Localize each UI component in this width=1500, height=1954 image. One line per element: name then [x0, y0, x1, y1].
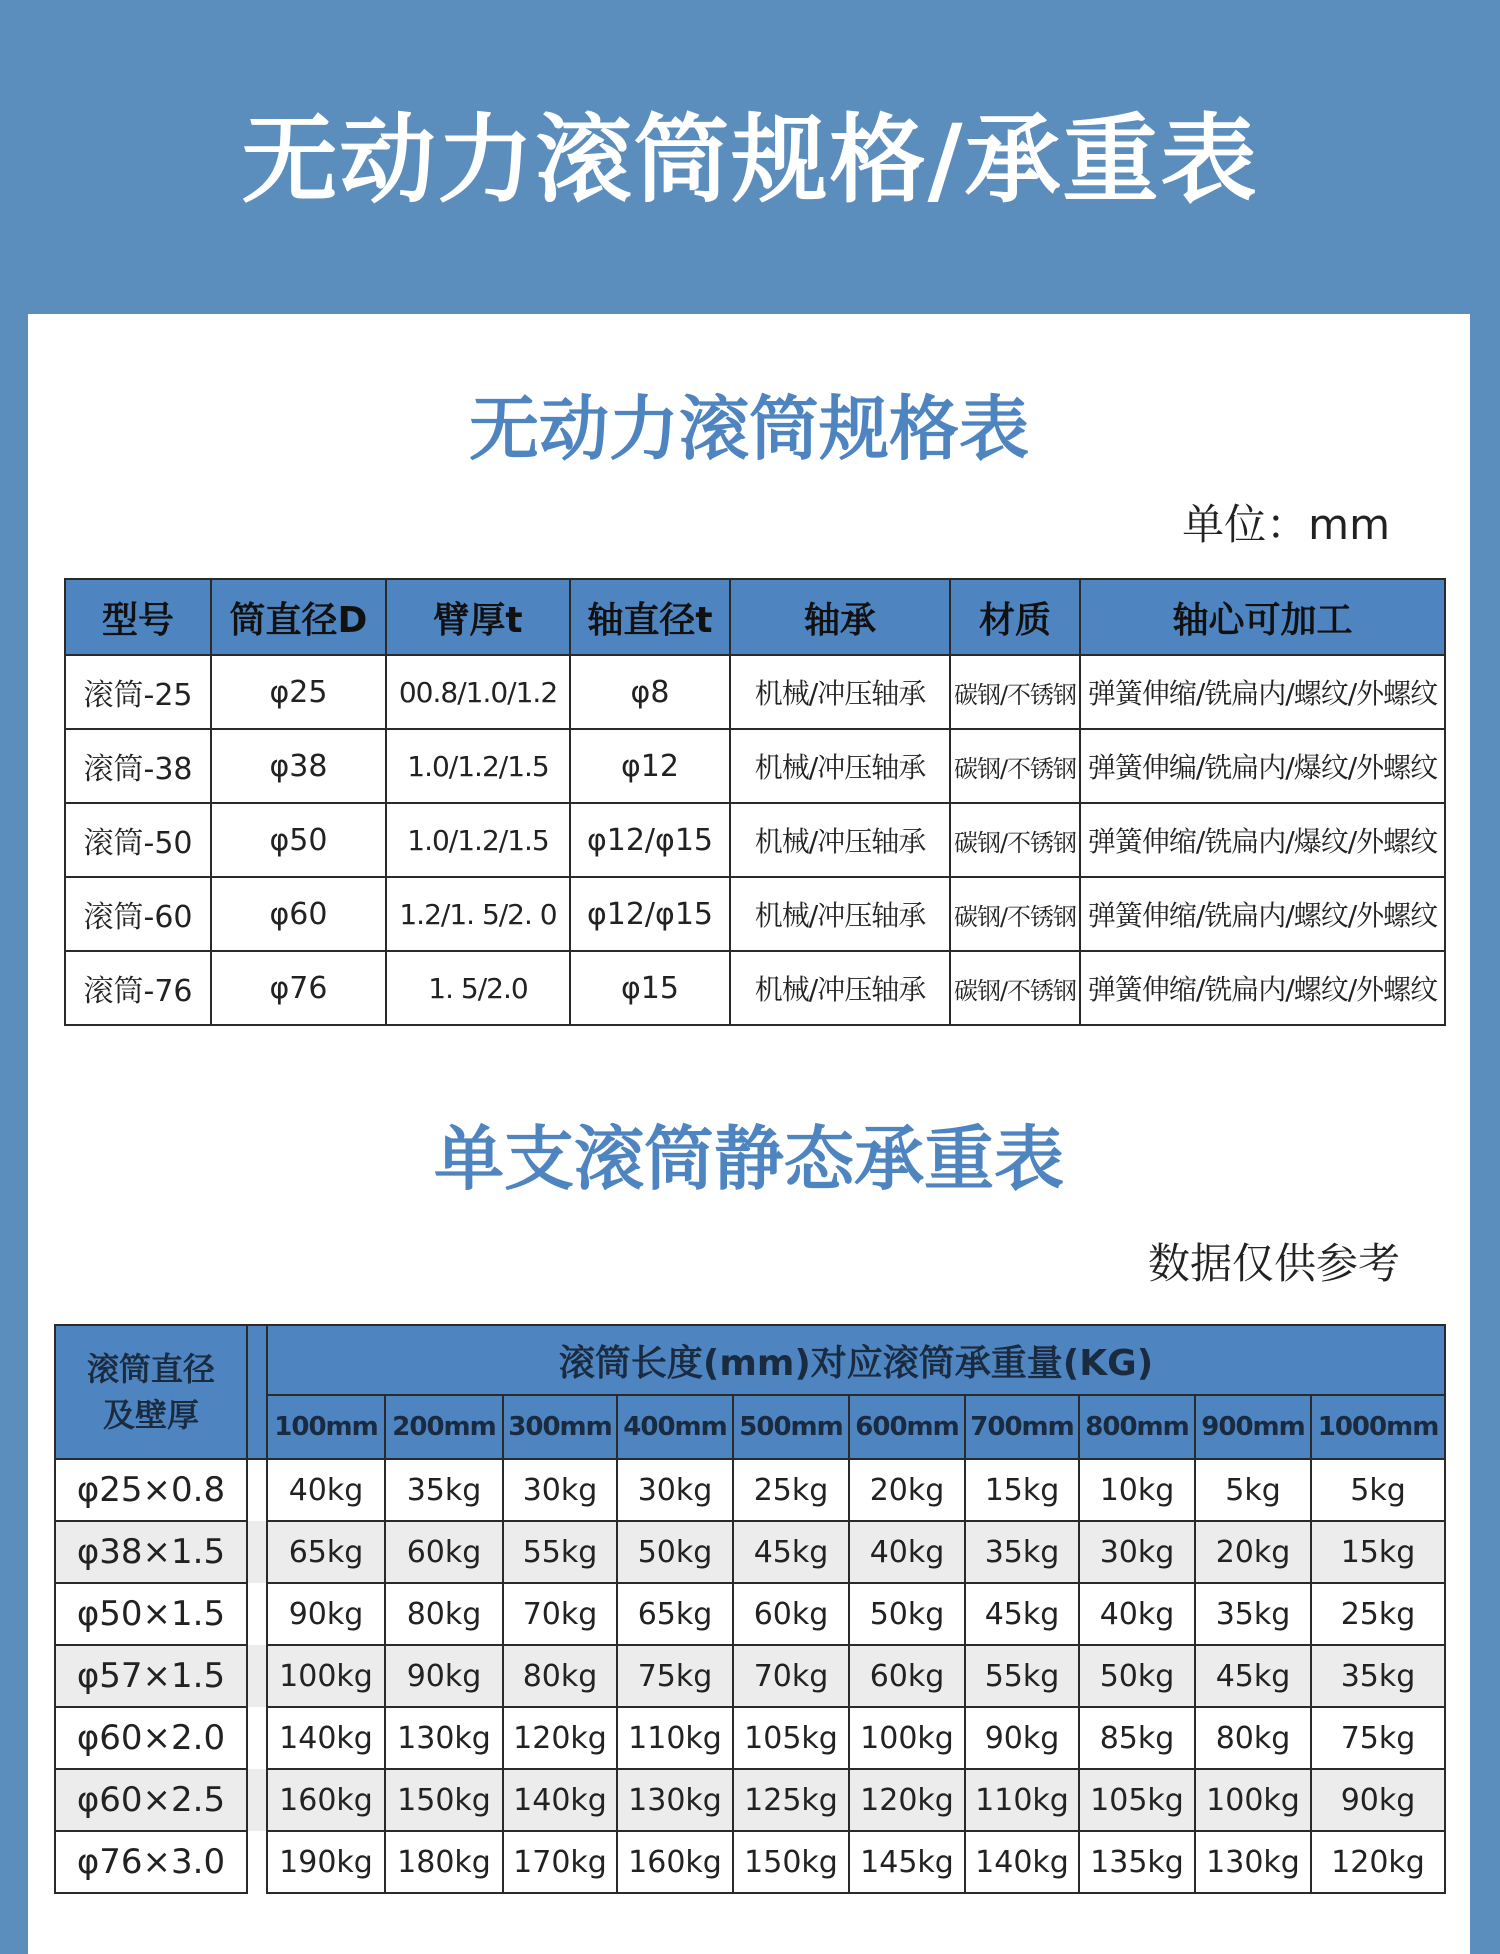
- load-cell: 100kg: [267, 1645, 385, 1707]
- load-row: [55, 1831, 1445, 1893]
- spec-cell: 滚筒-38: [65, 729, 211, 803]
- spec-row: [65, 877, 1445, 951]
- spec-cell: φ12: [570, 729, 730, 803]
- page-title: 无动力滚筒规格/承重表: [241, 104, 1259, 216]
- load-table: [54, 1324, 1446, 1894]
- load-cell: 75kg: [617, 1645, 733, 1707]
- length-header-cell: 500mm: [733, 1395, 849, 1459]
- load-cell: 140kg: [965, 1831, 1079, 1893]
- spec-cell: 机械/冲压轴承: [730, 803, 950, 877]
- load-cell: 130kg: [1195, 1831, 1311, 1893]
- spec-cell: 碳钢/不锈钢: [950, 803, 1080, 877]
- spec-header-cell: 筒直径D: [211, 579, 386, 655]
- spec-cell: 1.0/1.2/1.5: [386, 803, 570, 877]
- spec-cell: 弹簧伸缩/铣扁内/螺纹/外螺纹: [1080, 655, 1445, 729]
- load-cell: 70kg: [503, 1583, 617, 1645]
- diameter-header-line1: 滚筒直径: [86, 1350, 215, 1388]
- spec-cell: 00.8/1.0/1.2: [386, 655, 570, 729]
- load-cell: 140kg: [267, 1707, 385, 1769]
- spec-cell: 滚筒-50: [65, 803, 211, 877]
- load-cell: 135kg: [1079, 1831, 1195, 1893]
- load-cell: 15kg: [965, 1459, 1079, 1521]
- spec-cell: 机械/冲压轴承: [730, 877, 950, 951]
- spec-table-title: 无动力滚筒规格表: [469, 388, 1029, 470]
- column-separator: [247, 1583, 267, 1645]
- load-cell: 65kg: [617, 1583, 733, 1645]
- load-cell: 45kg: [965, 1583, 1079, 1645]
- load-cell: 120kg: [849, 1769, 965, 1831]
- column-separator: [247, 1459, 267, 1521]
- content-panel: [28, 314, 1470, 1954]
- load-cell: 25kg: [1311, 1583, 1445, 1645]
- load-cell: 35kg: [385, 1459, 503, 1521]
- load-cell: 80kg: [385, 1583, 503, 1645]
- load-header-row: [55, 1325, 1445, 1395]
- diameter-cell: φ50×1.5: [55, 1583, 247, 1645]
- load-cell: 150kg: [385, 1769, 503, 1831]
- length-header-cell: 300mm: [503, 1395, 617, 1459]
- load-cell: 50kg: [849, 1583, 965, 1645]
- load-cell: 45kg: [733, 1521, 849, 1583]
- spec-header-row: [65, 579, 1445, 655]
- spec-cell: 机械/冲压轴承: [730, 729, 950, 803]
- load-cell: 120kg: [503, 1707, 617, 1769]
- spec-cell: 1. 5/2.0: [386, 951, 570, 1025]
- load-cell: 50kg: [1079, 1645, 1195, 1707]
- load-cell: 90kg: [267, 1583, 385, 1645]
- spec-header-cell: 材质: [950, 579, 1080, 655]
- spec-cell: φ15: [570, 951, 730, 1025]
- load-row: [55, 1707, 1445, 1769]
- load-cell: 85kg: [1079, 1707, 1195, 1769]
- load-cell: 130kg: [385, 1707, 503, 1769]
- load-cell: 100kg: [1195, 1769, 1311, 1831]
- spec-cell: φ12/φ15: [570, 877, 730, 951]
- load-table-title: 单支滚筒静态承重表: [434, 1118, 1064, 1200]
- diameter-header-line2: 及壁厚: [102, 1396, 199, 1434]
- load-cell: 60kg: [849, 1645, 965, 1707]
- load-cell: 125kg: [733, 1769, 849, 1831]
- load-cell: 80kg: [1195, 1707, 1311, 1769]
- spec-cell: 碳钢/不锈钢: [950, 729, 1080, 803]
- load-cell: 40kg: [1079, 1583, 1195, 1645]
- spec-header-cell: 轴直径t: [570, 579, 730, 655]
- load-cell: 120kg: [1311, 1831, 1445, 1893]
- load-cell: 20kg: [1195, 1521, 1311, 1583]
- column-separator: [247, 1325, 267, 1459]
- load-cell: 30kg: [503, 1459, 617, 1521]
- load-cell: 80kg: [503, 1645, 617, 1707]
- spec-cell: 弹簧伸缩/铣扁内/螺纹/外螺纹: [1080, 951, 1445, 1025]
- spec-cell: 1.0/1.2/1.5: [386, 729, 570, 803]
- load-cell: 30kg: [617, 1459, 733, 1521]
- load-cell: 5kg: [1195, 1459, 1311, 1521]
- spec-cell: φ50: [211, 803, 386, 877]
- load-cell: 130kg: [617, 1769, 733, 1831]
- load-cell: 15kg: [1311, 1521, 1445, 1583]
- load-cell: 60kg: [385, 1521, 503, 1583]
- spec-cell: 机械/冲压轴承: [730, 951, 950, 1025]
- length-header-cell: 900mm: [1195, 1395, 1311, 1459]
- load-row: [55, 1521, 1445, 1583]
- load-cell: 160kg: [617, 1831, 733, 1893]
- load-cell: 180kg: [385, 1831, 503, 1893]
- spec-cell: 弹簧伸缩/铣扁内/爆纹/外螺纹: [1080, 803, 1445, 877]
- column-separator: [247, 1831, 267, 1893]
- spec-row: [65, 729, 1445, 803]
- length-header-cell: 600mm: [849, 1395, 965, 1459]
- length-header-cell: 100mm: [267, 1395, 385, 1459]
- load-cell: 35kg: [965, 1521, 1079, 1583]
- load-row: [55, 1459, 1445, 1521]
- length-header-cell: 400mm: [617, 1395, 733, 1459]
- load-cell: 140kg: [503, 1769, 617, 1831]
- load-cell: 190kg: [267, 1831, 385, 1893]
- length-header-cell: 200mm: [385, 1395, 503, 1459]
- spec-cell: φ38: [211, 729, 386, 803]
- load-cell: 170kg: [503, 1831, 617, 1893]
- spec-cell: 滚筒-76: [65, 951, 211, 1025]
- load-cell: 35kg: [1195, 1583, 1311, 1645]
- diameter-cell: φ60×2.5: [55, 1769, 247, 1831]
- load-row: [55, 1583, 1445, 1645]
- spec-row: [65, 803, 1445, 877]
- load-cell: 25kg: [733, 1459, 849, 1521]
- spec-cell: 碳钢/不锈钢: [950, 655, 1080, 729]
- diameter-cell: φ25×0.8: [55, 1459, 247, 1521]
- load-cell: 70kg: [733, 1645, 849, 1707]
- load-cell: 90kg: [1311, 1769, 1445, 1831]
- spec-row: [65, 655, 1445, 729]
- column-separator: [247, 1707, 267, 1769]
- spec-cell: 1.2/1. 5/2. 0: [386, 877, 570, 951]
- diameter-cell: φ76×3.0: [55, 1831, 247, 1893]
- spec-header-cell: 轴心可加工: [1080, 579, 1445, 655]
- column-separator: [247, 1645, 267, 1707]
- spec-cell: 机械/冲压轴承: [730, 655, 950, 729]
- load-cell: 160kg: [267, 1769, 385, 1831]
- load-cell: 40kg: [849, 1521, 965, 1583]
- load-cell: 40kg: [267, 1459, 385, 1521]
- load-row: [55, 1769, 1445, 1831]
- spec-cell: φ8: [570, 655, 730, 729]
- load-cell: 65kg: [267, 1521, 385, 1583]
- load-cell: 110kg: [617, 1707, 733, 1769]
- diameter-cell: φ38×1.5: [55, 1521, 247, 1583]
- load-cell: 55kg: [503, 1521, 617, 1583]
- spec-cell: 弹簧伸编/铣扁内/爆纹/外螺纹: [1080, 729, 1445, 803]
- load-cell: 110kg: [965, 1769, 1079, 1831]
- spec-header-cell: 轴承: [730, 579, 950, 655]
- load-cell: 30kg: [1079, 1521, 1195, 1583]
- length-header-cell: 800mm: [1079, 1395, 1195, 1459]
- load-cell: 45kg: [1195, 1645, 1311, 1707]
- length-header-cell: 700mm: [965, 1395, 1079, 1459]
- spec-cell: 碳钢/不锈钢: [950, 877, 1080, 951]
- load-cell: 60kg: [733, 1583, 849, 1645]
- load-cell: 75kg: [1311, 1707, 1445, 1769]
- load-cell: 90kg: [385, 1645, 503, 1707]
- load-cell: 105kg: [733, 1707, 849, 1769]
- load-cell: 150kg: [733, 1831, 849, 1893]
- diameter-header: [55, 1325, 247, 1459]
- spec-header-cell: 型号: [65, 579, 211, 655]
- spec-cell: φ12/φ15: [570, 803, 730, 877]
- load-cell: 35kg: [1311, 1645, 1445, 1707]
- load-cell: 10kg: [1079, 1459, 1195, 1521]
- load-row: [55, 1645, 1445, 1707]
- column-separator: [247, 1769, 267, 1831]
- spec-cell: φ25: [211, 655, 386, 729]
- reference-note: 数据仅供参考: [1147, 1239, 1400, 1288]
- spec-table: [64, 578, 1446, 1026]
- diameter-cell: φ60×2.0: [55, 1707, 247, 1769]
- spec-row: [65, 951, 1445, 1025]
- load-cell: 5kg: [1311, 1459, 1445, 1521]
- spec-cell: 滚筒-25: [65, 655, 211, 729]
- length-header-cell: 1000mm: [1311, 1395, 1445, 1459]
- spec-cell: 碳钢/不锈钢: [950, 951, 1080, 1025]
- load-cell: 105kg: [1079, 1769, 1195, 1831]
- spec-header-cell: 臂厚t: [386, 579, 570, 655]
- spec-cell: 滚筒-60: [65, 877, 211, 951]
- spec-cell: φ76: [211, 951, 386, 1025]
- spec-cell: φ60: [211, 877, 386, 951]
- unit-note: 单位：mm: [1182, 500, 1390, 549]
- load-cell: 50kg: [617, 1521, 733, 1583]
- load-cell: 145kg: [849, 1831, 965, 1893]
- load-cell: 55kg: [965, 1645, 1079, 1707]
- load-cell: 90kg: [965, 1707, 1079, 1769]
- load-cell: 20kg: [849, 1459, 965, 1521]
- column-separator: [247, 1521, 267, 1583]
- spec-cell: 弹簧伸缩/铣扁内/螺纹/外螺纹: [1080, 877, 1445, 951]
- load-cell: 100kg: [849, 1707, 965, 1769]
- diameter-cell: φ57×1.5: [55, 1645, 247, 1707]
- length-span-header: 滚筒长度(mm)对应滚筒承重量(KG): [267, 1325, 1445, 1395]
